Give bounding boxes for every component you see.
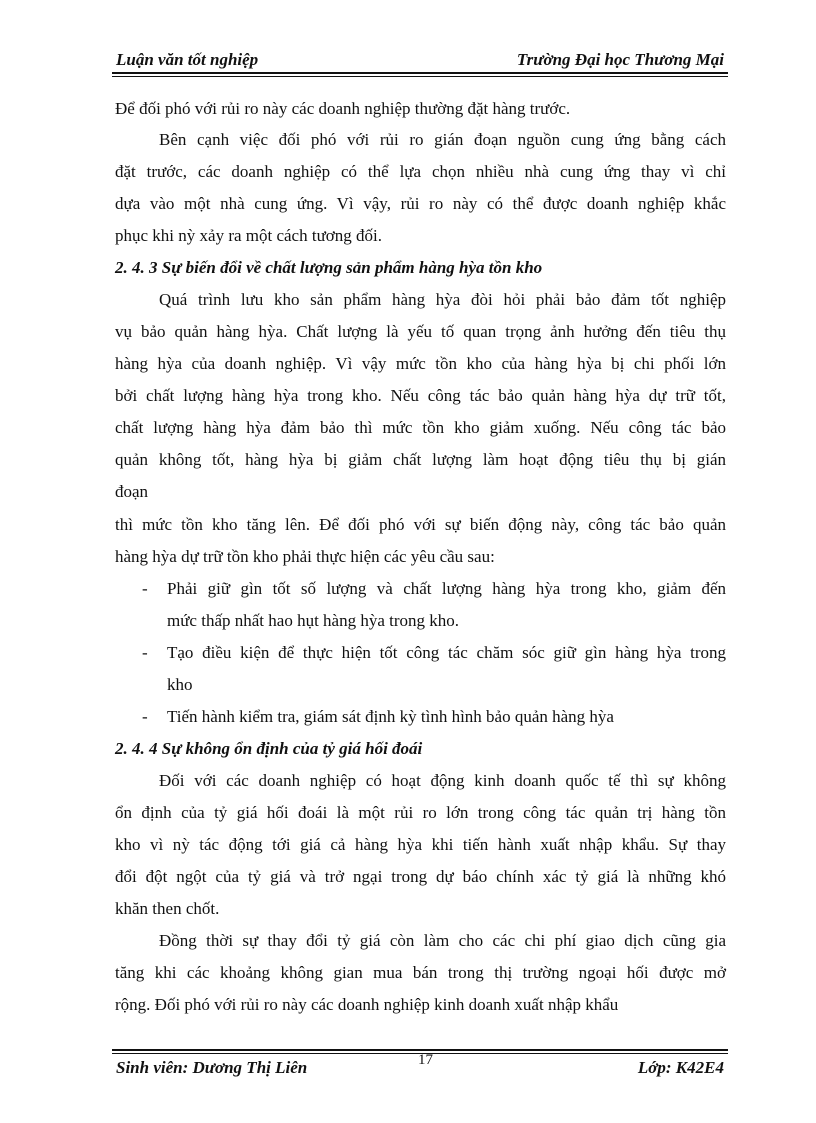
section-heading: 2. 4. 4 Sự không ổn định của tỷ giá hối đoái <box>115 739 423 758</box>
text-line: ổn định của tỷ giá hối đoái là một rủi ro lớn trong công tác quản trị hàng tồn <box>115 803 726 822</box>
text-line: bởi chất lượng hàng hỳa trong kho. Nếu công tác bảo quản hàng hỳa dự trữ tốt, <box>115 386 726 405</box>
text-line: Để đối phó với rủi ro này các doanh nghiệp thường đặt hàng trước. <box>115 99 571 118</box>
bullet-marker: - <box>142 707 148 726</box>
page-number: 17 <box>418 1052 433 1068</box>
text-line: hàng hỳa của doanh nghiệp. Vì vậy mức tồn kho của hàng hỳa bị chi phối lớn <box>115 354 726 373</box>
header-rule-thin <box>112 76 728 77</box>
text-line: thì mức tồn kho tăng lên. Để đối phó với sự biến động này, công tác bảo quản <box>115 515 726 534</box>
text-line: chất lượng hàng hỳa đảm bảo thì mức tồn kho giảm xuống. Nếu công tác bảo <box>115 418 726 437</box>
footer-rule <box>112 1049 728 1051</box>
text-line: đổi đột ngột của tỷ giá và trở ngại trong dự báo chính xác tỷ giá là những khó <box>115 867 726 886</box>
text-line: khăn then chốt. <box>115 899 220 918</box>
text-line: Đồng thời sự thay đổi tỷ giá còn làm cho các chi phí giao dịch cũng gia <box>159 931 726 950</box>
footer-class: Lớp: K42E4 <box>637 1058 724 1077</box>
bullet-marker: - <box>142 579 148 598</box>
text-line: phục khi nỳ xảy ra một cách tương đối. <box>115 226 383 245</box>
text-line: tăng khi các khoảng không gian mua bán trong thị trường ngoại hối được mở <box>115 963 726 982</box>
text-line: vụ bảo quản hàng hỳa. Chất lượng là yếu tố quan trọng ảnh hưởng đến tiêu thụ <box>115 322 726 341</box>
text-line: hàng hỳa dự trữ tồn kho phải thực hiện các yêu cầu sau: <box>115 547 495 566</box>
header-university: Trường Đại học Thương Mại <box>516 50 724 69</box>
text-line: dựa vào một nhà cung ứng. Vì vậy, rủi ro này có thể được doanh nghiệp khắc <box>115 194 726 213</box>
text-line: Quá trình lưu kho sản phẩm hàng hỳa đòi hỏi phải bảo đảm tốt nghiệp <box>159 290 726 309</box>
page-header <box>112 48 728 72</box>
text-line: kho vì nỳ tác động tới giá cả hàng hỳa khi tiến hành xuất nhập khẩu. Sự thay <box>115 835 726 854</box>
header-thesis-label: Luận văn tốt nghiệp <box>116 50 259 69</box>
bullet-item: Tạo điều kiện để thực hiện tốt công tác chăm sóc giữ gìn hàng hỳa trong <box>167 643 726 662</box>
bullet-item-continued: kho <box>167 675 193 694</box>
section-heading: 2. 4. 3 Sự biến đổi về chất lượng sản phẩm hàng hỳa tồn kho <box>115 258 543 277</box>
header-rule <box>112 72 728 74</box>
text-line: quản không tốt, hàng hỳa bị giảm chất lượng làm hoạt động tiêu thụ bị gián <box>115 450 726 469</box>
text-line: Đối với các doanh nghiệp có hoạt động kinh doanh quốc tế thì sự không <box>159 771 726 790</box>
text-line: Bên cạnh việc đối phó với rủi ro gián đoạn nguồn cung ứng bằng cách <box>159 130 726 149</box>
bullet-item: Phải giữ gìn tốt số lượng và chất lượng hàng hỳa trong kho, giảm đến <box>167 579 726 598</box>
page-footer <box>112 1054 728 1078</box>
text-line: đặt trước, các doanh nghiệp có thể lựa chọn nhiều nhà cung ứng thay vì chỉ <box>115 162 726 181</box>
bullet-item: Tiến hành kiểm tra, giám sát định kỳ tình hình bảo quản hàng hỳa <box>167 707 614 726</box>
footer-student: Sinh viên: Dương Thị Liên <box>116 1058 308 1077</box>
text-line: đoạn <box>115 482 149 501</box>
bullet-marker: - <box>142 643 148 662</box>
text-line: rộng. Đối phó với rủi ro này các doanh nghiệp kinh doanh xuất nhập khẩu <box>115 995 619 1014</box>
bullet-item-continued: mức thấp nhất hao hụt hàng hỳa trong kho. <box>167 611 460 630</box>
